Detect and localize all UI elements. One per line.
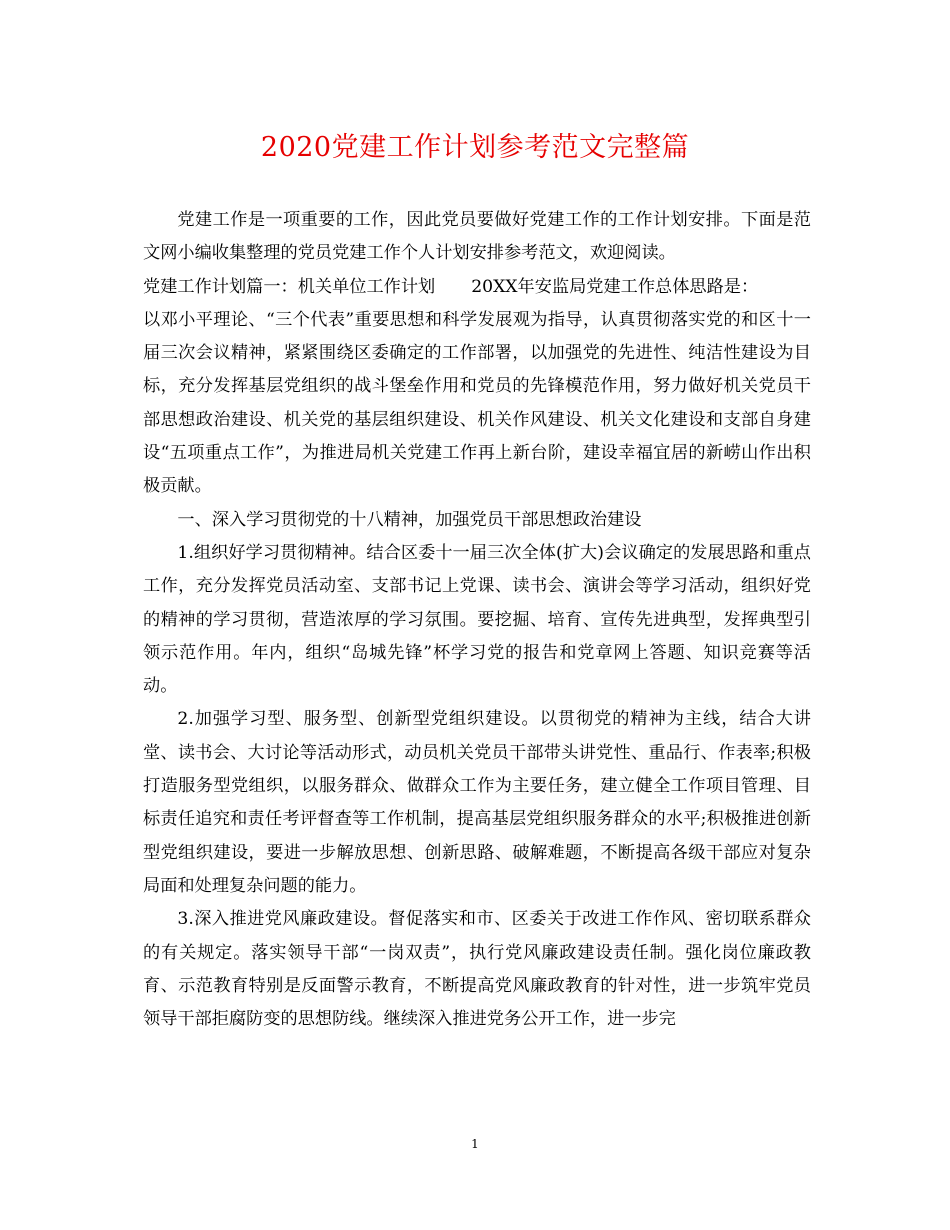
plan-heading-title: 党建工作计划篇一：机关单位工作计划 [143, 276, 436, 297]
page-number: 1 [471, 1137, 479, 1151]
plan-heading-subtitle: 20XX年安监局党建工作总体思路是： [471, 276, 759, 297]
document-title: 2020党建工作计划参考范文完整篇 [260, 132, 690, 163]
section-1-heading: 一、深入学习贯彻党的十八精神，加强党员干部思想政治建设 [177, 509, 642, 530]
document-body [143, 204, 811, 1036]
item-2-paragraph: 2.加强学习型、服务型、创新型党组织建设。以贯彻党的精神为主线，结合大讲堂、读书会、大讨论等活动形式，动员机关党员干部带头讲党性、重品行、作表率;积极打造服务型党组织，以服务群众、做群众工作为主要任务，建立健全工作项目管理、目标责任追究和责任考评督查等工作机制，提高基层党组织服务群众的水平;积极推进创新型党组织建设，要进一步解放思想、创新思路、破解难题，不断提高各级干部应对复杂局面和处理复杂问题的能力。 [143, 709, 811, 896]
item-1-paragraph: 1.组织好学习贯彻精神。结合区委十一届三次全体(扩大)会议确定的发展思路和重点工作，充分发挥党员活动室、支部书记上党课、读书会、演讲会等学习活动，组织好党的精神的学习贯彻，营造浓厚的学习氛围。要挖掘、培育、宣传先进典型，发挥典型引领示范作用。年内，组织“岛城先锋”杯学习党的报告和党章网上答题、知识竞赛等活动。 [143, 542, 811, 697]
item-3-paragraph: 3.深入推进党风廉政建设。督促落实和市、区委关于改进工作作风、密切联系群众的有关规定。落实领导干部“一岗双责”，执行党风廉政建设责任制。强化岗位廉政教育、示范教育特别是反面警示教育，不断提高党风廉政教育的针对性，进一步筑牢党员领导干部拒腐防变的思想防线。继续深入推进党务公开工作，进一步完 [143, 909, 811, 1030]
overall-idea-paragraph: 以邓小平理论、“三个代表”重要思想和科学发展观为指导，认真贯彻落实党的和区十一届三次会议精神，紧紧围绕区委确定的工作部署，以加强党的先进性、纯洁性建设为目标，充分发挥基层党组织的战斗堡垒作用和党员的先锋模范作用，努力做好机关党员干部思想政治建设、机关党的基层组织建设、机关作风建设、机关文化建设和支部自身建设“五项重点工作”，为推进局机关党建工作再上新台阶，建设幸福宜居的新崂山作出积极贡献。 [143, 309, 811, 497]
plan-heading-line [143, 271, 811, 304]
intro-paragraph: 党建工作是一项重要的工作，因此党员要做好党建工作的工作计划安排。下面是范文网小编收集整理的党员党建工作个人计划安排参考范文，欢迎阅读。 [143, 210, 811, 264]
